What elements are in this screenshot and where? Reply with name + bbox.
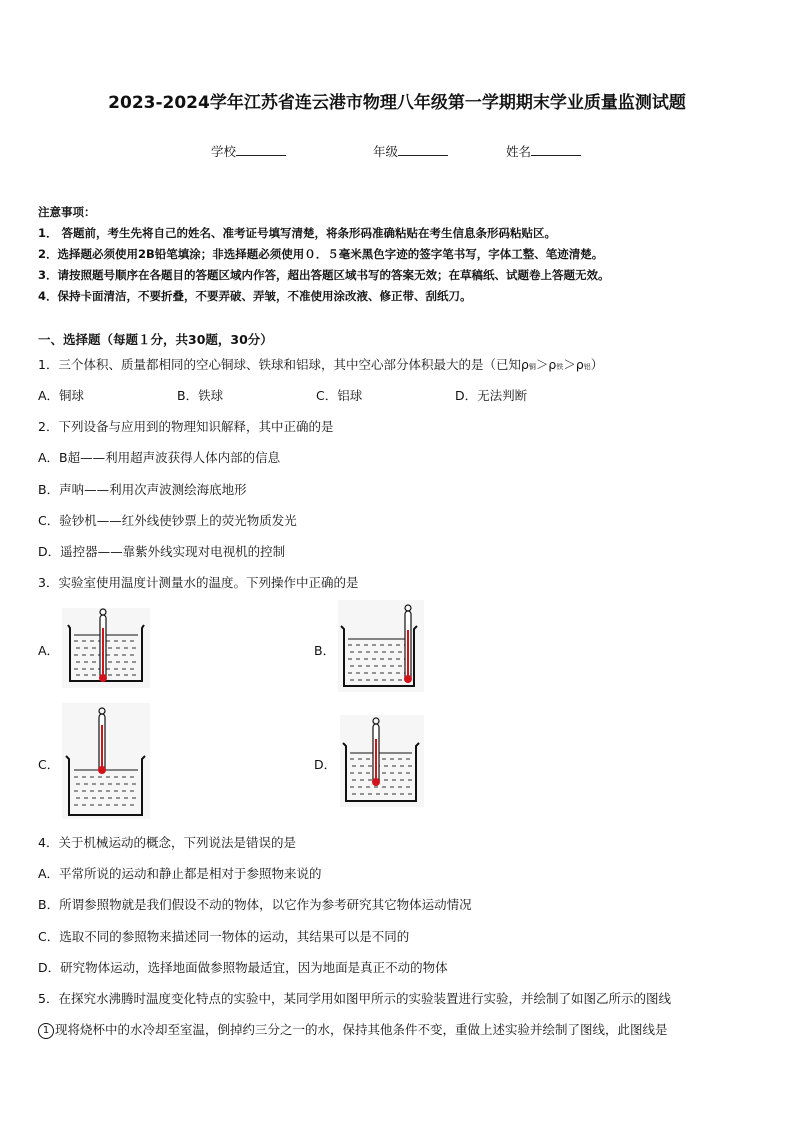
q3-figure-b <box>338 600 424 692</box>
grade-blank[interactable] <box>398 143 448 156</box>
q4-option-d: D．研究物体运动，选择地面做参照物最适宜，因为地面是真正不动的物体 <box>38 960 448 975</box>
notes-heading: 注意事项： <box>38 205 96 219</box>
page-title: 2023-2024学年江苏省连云港市物理八年级第一学期期末学业质量监测试题 <box>108 93 686 113</box>
q4-option-a: A．平常所说的运动和静止都是相对于参照物来说的 <box>38 866 322 881</box>
note-item: 3．请按照题号顺序在各题目的答题区域内作答，超出答题区域书写的答案无效；在草稿纸、试题卷上答题无效。 <box>38 268 610 282</box>
q3-label-b: B． <box>314 643 336 658</box>
q3-label-d: D． <box>314 757 337 772</box>
name-field <box>506 142 581 160</box>
q4-option-c: C．选取不同的参照物来描述同一物体的运动，其结果可以是不同的 <box>38 929 410 944</box>
q2-option-b: B．声呐——利用次声波测绘海底地形 <box>38 482 247 497</box>
circled-number: 1 <box>38 1023 54 1039</box>
q3-figure-a <box>62 608 150 688</box>
section-heading: 一、选择题（每题１分，共30题，30分） <box>38 332 273 347</box>
note-item: 1． 答题前，考生先将自己的姓名、准考证号填写清楚，将条形码准确粘贴在考生信息条形码粘贴区。 <box>38 226 556 240</box>
q4-option-b: B．所谓参照物就是我们假设不动的物体，以它作为参考研究其它物体运动情况 <box>38 897 472 912</box>
q1-option-b: B．铁球 <box>177 388 224 403</box>
name-label: 姓名 <box>506 144 532 159</box>
q2-option-c: C．验钞机——红外线使钞票上的荧光物质发光 <box>38 513 297 528</box>
q2-option-d: D．遥控器——靠紫外线实现对电视机的控制 <box>38 544 286 559</box>
q1-option-d: D．无法判断 <box>455 388 528 403</box>
grade-label: 年级 <box>373 144 399 159</box>
q5-stem-line1: 5．在探究水沸腾时温度变化特点的实验中，某同学用如图甲所示的实验装置进行实验，并绘制了如图乙所示的图线 <box>38 991 671 1006</box>
q2-stem: 2．下列设备与应用到的物理知识解释，其中正确的是 <box>38 419 334 434</box>
q5-stem-line2: 1 现将烧杯中的水冷却至室温，倒掉约三分之一的水，保持其他条件不变，重做上述实验并绘制了图线，此图线是 <box>38 1020 668 1039</box>
name-blank[interactable] <box>531 143 581 156</box>
q4-stem: 4．关于机械运动的概念，下列说法是错误的是 <box>38 835 296 850</box>
school-blank[interactable] <box>236 143 286 156</box>
q1-stem: 1．三个体积、质量都相同的空心铜球、铁球和铝球，其中空心部分体积最大的是（已知ρ铜＞ρ铁＞ρ铝） <box>38 357 604 372</box>
q3-stem: 3．实验室使用温度计测量水的温度。下列操作中正确的是 <box>38 575 359 590</box>
q3-label-a: A． <box>38 643 60 658</box>
q3-figure-d <box>340 715 424 807</box>
grade-field <box>373 142 448 160</box>
q3-figure-c <box>62 703 150 819</box>
note-item: 4．保持卡面清洁，不要折叠，不要弄破、弄皱，不准使用涂改液、修正带、刮纸刀。 <box>38 289 472 303</box>
note-item: 2．选择题必须使用2B铅笔填涂；非选择题必须使用０．５毫米黑色字迹的签字笔书写，字体工整、笔迹清楚。 <box>38 247 604 261</box>
q1-option-c: C．铝球 <box>316 388 363 403</box>
q3-label-c: C． <box>38 757 60 772</box>
school-field <box>211 142 286 160</box>
school-label: 学校 <box>211 144 237 159</box>
q2-option-a: A．B超——利用超声波获得人体内部的信息 <box>38 450 281 465</box>
q1-option-a: A．铜球 <box>38 388 85 403</box>
